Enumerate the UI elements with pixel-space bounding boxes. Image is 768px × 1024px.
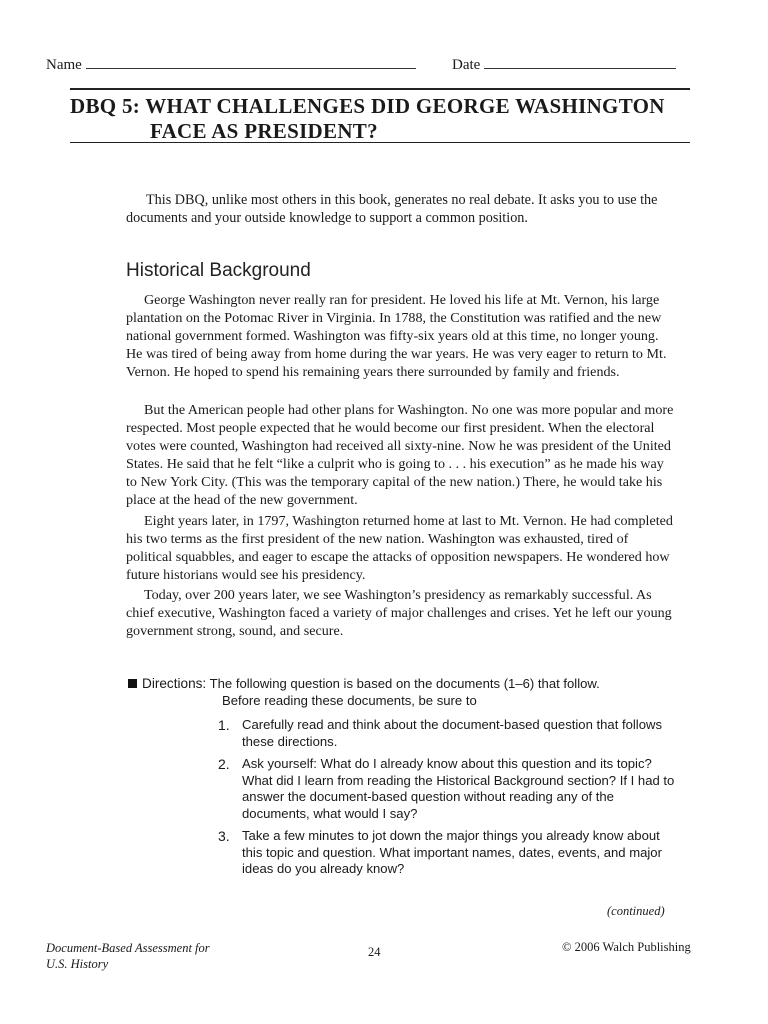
direction-item-number: 1. <box>218 717 230 733</box>
footer-book-title-line-2: U.S. History <box>46 957 109 971</box>
direction-item-1 <box>218 717 678 750</box>
direction-item-text: Carefully read and think about the document-based question that follows these directions. <box>242 717 662 749</box>
footer-book-title <box>46 940 246 972</box>
directions-text-2: Before reading these documents, be sure to <box>222 692 477 708</box>
date-label: Date <box>452 57 481 73</box>
background-paragraph-4: Today, over 200 years later, we see Washington’s presidency as remarkably successful. As chief executive, Washington faced a variety of major challenges and crises. Yet he left our young government strong, sound, and secure. <box>126 587 672 639</box>
footer-copyright: © 2006 Walch Publishing <box>562 940 691 954</box>
title-line-2: FACE AS PRESIDENT? <box>150 119 378 143</box>
direction-item-text: Ask yourself: What do I already know about this question and its topic? What did I learn from reading the Historical Background section? If I had to answer the document-based question without reading any of the documents, what would I say? <box>242 756 675 821</box>
direction-item-2 <box>218 756 678 822</box>
direction-item-number: 3. <box>218 828 230 844</box>
title-bottom-rule <box>70 142 690 143</box>
title-top-rule <box>70 88 690 90</box>
title-line-1: DBQ 5: WHAT CHALLENGES DID GEORGE WASHINGTON <box>70 94 665 118</box>
background-paragraph-2: But the American people had other plans for Washington. No one was more popular and more respected. Most people expected that he would become our first president. When the electoral votes were counted, Washington had received all sixty-nine. Now he was president of the United States. He said that he felt “like a culprit who is going to . . . his execution” as he made his way to New York City. (This was the temporary capital of the new nation.) There, he would take his place at the head of the new government. <box>126 402 674 508</box>
background-paragraph-3: Eight years later, in 1797, Washington returned home at last to Mt. Vernon. He had completed his two terms as the first president of the new nation. Washington was exhausted, tired of political squabbles, and eager to escape the attacks of opposition newspapers. He wondered how future historians would see his presidency. <box>126 513 673 583</box>
directions-block <box>128 676 668 709</box>
historical-background-heading: Historical Background <box>126 260 311 281</box>
continued-note: (continued) <box>607 904 665 918</box>
intro-paragraph: This DBQ, unlike most others in this book, generates no real debate. It asks you to use the documents and your outside knowledge to support a common position. <box>126 192 658 226</box>
page-title <box>70 94 710 144</box>
direction-item-3 <box>218 828 678 878</box>
name-blank-line[interactable] <box>86 56 416 69</box>
date-blank-line[interactable] <box>484 56 676 69</box>
background-paragraph-1: George Washington never really ran for president. He loved his life at Mt. Vernon, his large plantation on the Potomac River in Virginia. In 1788, the Constitution was ratified and the new national government formed. Washington was fifty-six years old at this time, no longer young. He was tired of being away from home during the war years. He was very eager to return to Mt. Vernon. He hoped to spend his remaining years there surrounded by family and friends. <box>126 292 667 380</box>
square-bullet-icon <box>128 679 137 688</box>
direction-item-number: 2. <box>218 756 230 772</box>
directions-label: Directions: <box>142 676 207 691</box>
name-field-row <box>46 56 416 74</box>
direction-item-text: Take a few minutes to jot down the major things you already know about this topic and question. What important names, dates, events, and major ideas do you already know? <box>242 828 662 876</box>
directions-text-1: The following question is based on the documents (1–6) that follow. <box>209 676 600 691</box>
footer-book-title-line-1: Document-Based Assessment for <box>46 941 210 955</box>
page-number: 24 <box>368 945 381 959</box>
date-field-row <box>452 56 676 74</box>
name-label: Name <box>46 57 82 73</box>
